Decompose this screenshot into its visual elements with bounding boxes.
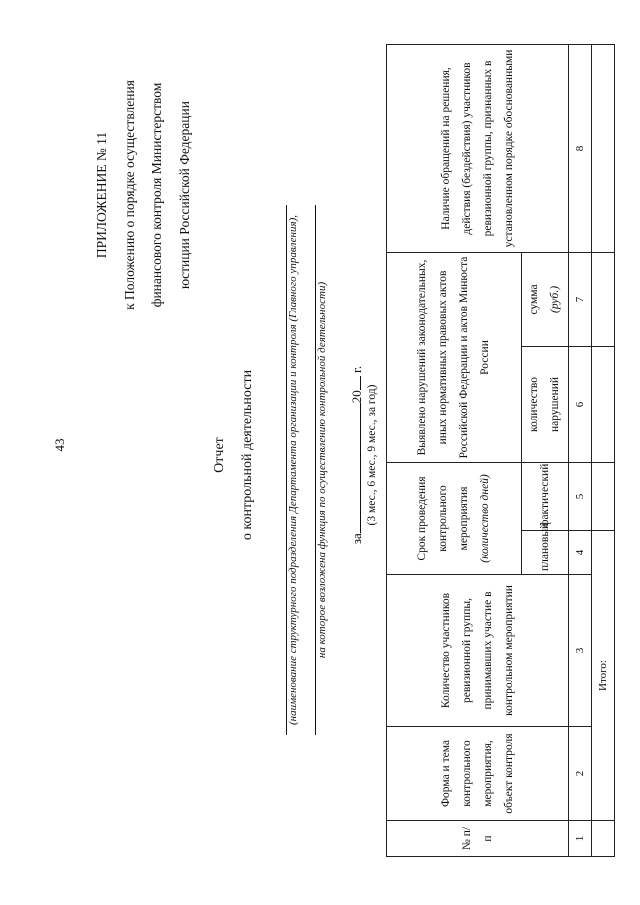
total-cell-empty: [592, 44, 615, 252]
column-number: 6: [569, 346, 592, 462]
appendix-line: к Положению о порядке осуществления: [121, 80, 137, 310]
period-suffix: г.: [349, 365, 364, 373]
column-number: 7: [569, 252, 592, 346]
duration-header-unit: (количество дней): [479, 474, 491, 563]
page-number: 43: [52, 438, 67, 452]
period-year: 20: [349, 390, 364, 404]
period-prefix: за: [349, 533, 364, 545]
total-cell-empty: [592, 252, 615, 346]
total-row: [592, 44, 615, 856]
column-numbers-row: [569, 44, 592, 856]
period-note: (3 мес., 6 мес., 9 мес., за год): [366, 384, 378, 526]
year-blank: [348, 376, 361, 390]
report-title: Отчет: [212, 437, 227, 473]
appendix-line: финансового контроля Министерством: [149, 82, 164, 308]
period-blank: [348, 403, 361, 533]
appendix-title: ПРИЛОЖЕНИЕ № 11: [94, 131, 109, 259]
col-duration-header: [387, 462, 522, 574]
appendix-header: [88, 45, 198, 345]
sum-header-unit: (руб.): [549, 285, 561, 313]
col-planned-header: плановый: [522, 531, 569, 575]
column-number: 3: [569, 575, 592, 727]
column-number: 8: [569, 44, 592, 252]
report-table: [386, 44, 615, 857]
col-form-header: Форма и тема контрольного мероприятия, объект контроля: [387, 727, 569, 821]
column-number: 5: [569, 462, 592, 530]
col-violations-count-header: количество нарушений: [522, 346, 569, 462]
report-period: [348, 255, 365, 655]
col-participants-header: Количество участников ревизионной группы, принимавших участие в контрольном мероприятии: [387, 575, 569, 727]
col-actual-header: фактический: [522, 462, 569, 530]
column-number: 4: [569, 531, 592, 575]
column-number: 1: [569, 821, 592, 857]
function-caption: на которое возложена функция по осуществлению контрольной деятельности): [316, 281, 328, 659]
column-number: 2: [569, 727, 592, 821]
sum-header-text: сумма: [528, 284, 540, 315]
col-number-header: № п/п: [387, 821, 569, 857]
duration-header-text: Срок проведения контрольного мероприятия: [416, 476, 470, 561]
report-subtitle: о контрольной деятельности: [240, 369, 255, 541]
col-violations-header: Выявлено нарушений законодательных, иных нормативных правовых актов Российской Федерации и актов Минюста России: [387, 252, 522, 462]
total-cell-empty: [592, 346, 615, 462]
total-label: Итого:: [592, 531, 615, 821]
total-cell-empty: [592, 821, 615, 857]
total-cell-empty: [592, 462, 615, 530]
appendix-line: юстиции Российской Федерации: [176, 101, 192, 289]
col-appeals-header: Наличие обращений на решения, действия (бездействия) участников ревизионной группы, признанных в установленном порядке обоснованными: [387, 44, 569, 252]
col-violations-sum-header: [522, 252, 569, 346]
unit-name-caption: (наименование структурного подразделения Департамента организации и контроля (Главного управления),: [287, 214, 299, 726]
